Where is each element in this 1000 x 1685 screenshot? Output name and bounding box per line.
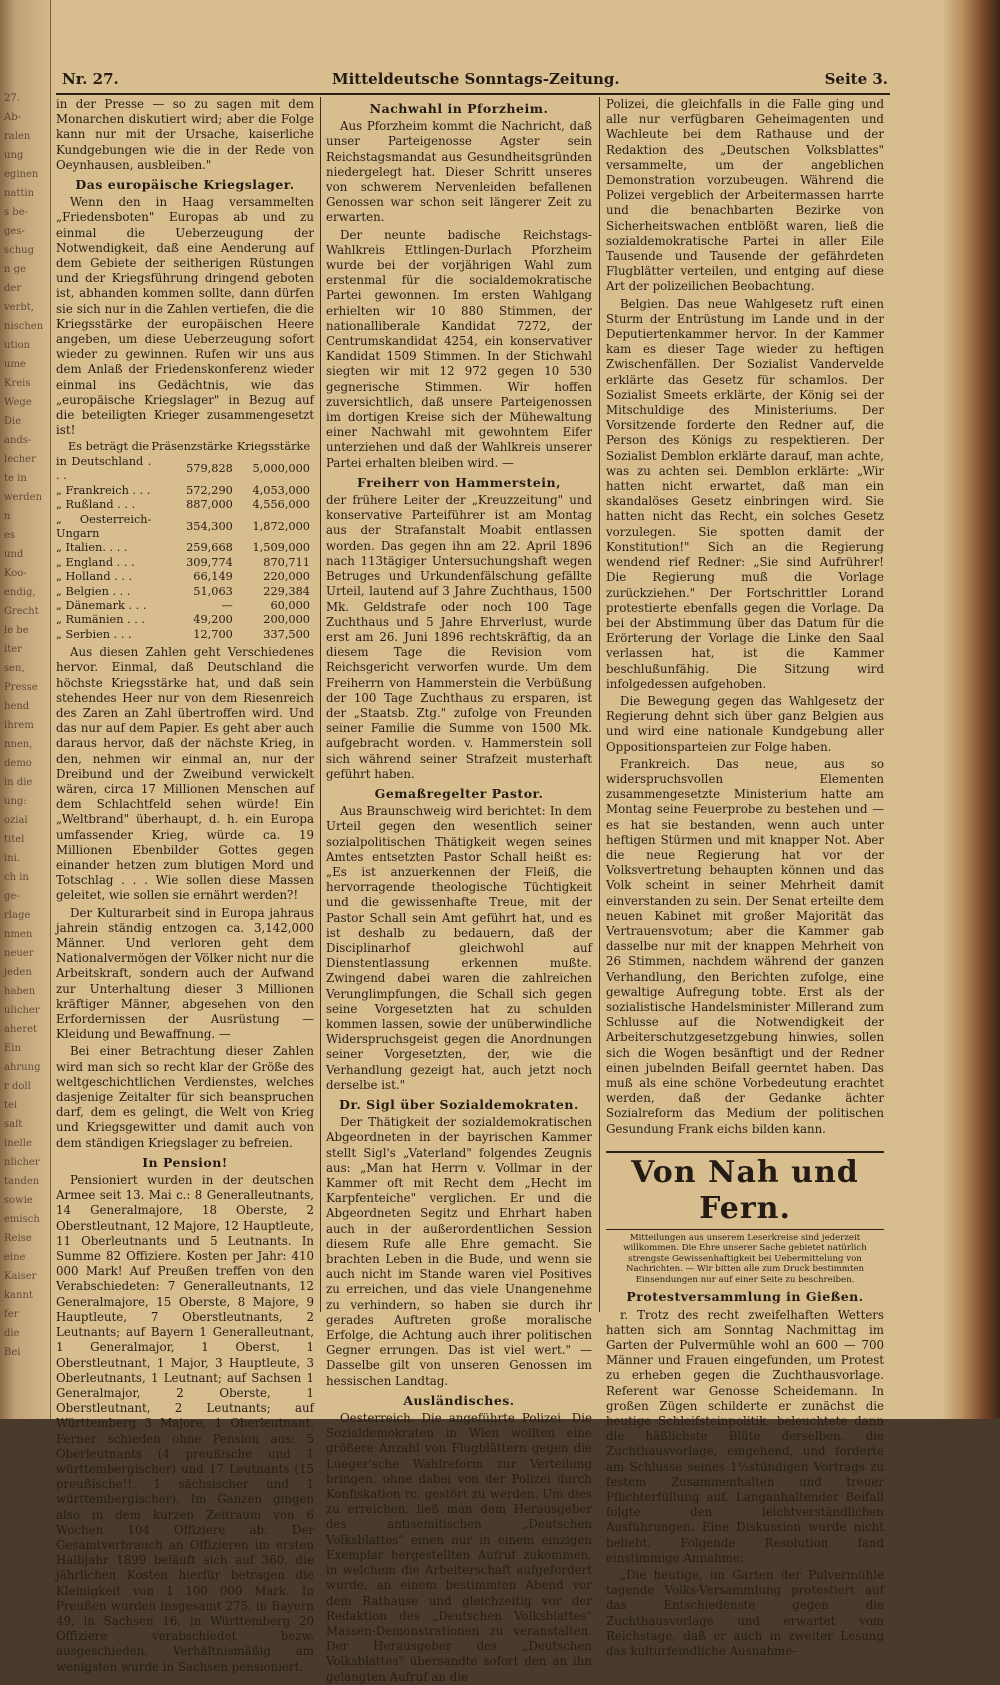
table-cell-praesenz: 309,774	[186, 555, 233, 569]
table-row	[56, 455, 314, 484]
binding-fragment: ihrem	[4, 720, 34, 731]
article-text: Wenn den in Haag versammelten „Friedensboten" Europas ab und zu einmal die Ueberzeugung der Notwendigkeit, daß eine Aenderung auf dem Gebiete der seitherigen Rüstungen und der Kriegsführung dringend geboten ist, abhanden kommen sollte, dann dürfen sie sich nur in die Zahlen vertiefen, die die Kriegsstärke der europäischen Heere angeben, um diese Ueberzeugung sofort wieder zu gewinnen. Rufen wir uns aus dem Anlaß der Friedenskonferenz wieder einmal ins Gedächtnis, wie das „europäische Kriegslager" in Bezug auf die beteiligten Krieger zusammengesetzt ist!	[56, 195, 314, 438]
binding-fragment: inelle	[4, 1138, 32, 1149]
table-cell-praesenz: 49,200	[193, 613, 233, 627]
table-cell-krieg: 200,000	[263, 613, 310, 627]
table-cell-krieg: 4,556,000	[252, 498, 310, 512]
newspaper-title: Mitteldeutsche Sonntags-Zeitung.	[332, 70, 620, 88]
binding-fragment: ands-	[4, 435, 32, 446]
binding-fragment: aheret	[4, 1024, 38, 1035]
table-row	[56, 585, 314, 599]
article-text: Aus Pforzheim kommt die Nachricht, daß unser Parteigenosse Agster sein Reichstagsmandat aus Gesundheitsgründen niedergelegt hat. Dieser Schritt unseres von schwerem Nervenleiden befallenen Genossen war schon seit längerer Zeit zu erwarten.	[326, 119, 592, 225]
binding-fragment: eginen	[4, 169, 39, 180]
headline-giessen: Protestversammlung in Gießen.	[626, 1289, 864, 1305]
table-row	[56, 513, 314, 542]
binding-fragment: le be	[4, 625, 29, 636]
column-1	[56, 97, 314, 1674]
binding-fragment: nischen	[4, 321, 44, 332]
table-row	[56, 599, 314, 613]
article-text: Bei einer Betrachtung dieser Zahlen wird man sich so recht klar der Größe des weltgeschichtlichen Verdienstes, welches dasjenige Zeitalter für sich beanspruchen darf, dem es gelingt, die Welt von Krieg und Kriegsgewitter und damit auch von dem ständigen Kriegslager zu befreien.	[56, 1044, 314, 1150]
headline-pastor: Gemaßregelter Pastor.	[374, 785, 544, 801]
binding-fragment: ozial	[4, 815, 28, 826]
article-text: Aus Braunschweig wird berichtet: In dem Urteil gegen den wesentlich seiner sozialpolitischen Thätigkeit wegen seines Amtes entsetzten Pastor Schall heißt es: „Es ist anzuerkennen der Fleiß, die hervorragende theologische Tüchtigkeit und die gewissenhafte Treue, mit der Pastor Schall sein Amt geführt hat, und es ist deshalb zu bedauern, daß der Disciplinarhof gleichwohl auf Dienstentlassung erkennen mußte. Zwingend dabei waren die zahlreichen Verunglimpfungen, die Schall sich gegen seine Vorgesetzten hat zu schulden kommen lassen, sowie der unüberwindliche Widerspruchsgeist gegen die Anordnungen seiner Vorgesetzten, der, wie die Verhandlung gezeigt hat, auch jetzt noch derselbe ist."	[326, 804, 592, 1092]
table-cell-praesenz: 66,149	[193, 570, 233, 584]
issue-number: Nr. 27.	[62, 70, 119, 88]
binding-fragment: lecher	[4, 454, 36, 465]
article-text: Aus diesen Zahlen geht Verschiedenes hervor. Einmal, daß Deutschland die höchste Kriegsstärke hat, und daß sein stehendes Heer nur von dem Riesenreich des Zaren an Zahl übertroffen wird. Und das nur auf dem Papier. Es geht aber auch daraus hervor, daß der nächste Krieg, in den, nehmen wir einmal an, nur der Dreibund und der Zweibund verwickelt wären, circa 17 Millionen Menschen auf dem Schlachtfeld sehen würde! Ein „Weltbrand" überhaupt, d. h. ein Europa umfassender Krieg, würde ca. 19 Millionen Ebenbilder Gottes gegen einander hetzen zum blutigen Mord und Totschlag . . . Wie sollen diese Massen geleitet, wie sollen sie ernährt werden?!	[56, 645, 314, 903]
binding-fragment: Kreis	[4, 378, 31, 389]
page-number: Seite 3.	[824, 70, 888, 88]
binding-fragment: nlicher	[4, 1157, 40, 1168]
headline-ausland: Ausländisches.	[403, 1392, 515, 1408]
table-cell-land: „ Belgien . . .	[56, 584, 131, 598]
table-header: Kriegsstärke	[236, 440, 310, 454]
binding-fragment: tei	[4, 1100, 18, 1111]
binding-fragment: n ge	[4, 264, 26, 275]
binding-fragment: titel	[4, 834, 25, 845]
binding-fragment: ung	[4, 150, 24, 161]
column-3	[606, 97, 884, 1658]
binding-fragment: Die	[4, 416, 22, 427]
binding-fragment: endig,	[4, 587, 36, 598]
headline-nachwahl: Nachwahl in Pforzheim.	[369, 101, 549, 116]
binding-fragment: ution	[4, 340, 31, 351]
table-cell-krieg: 60,000	[270, 598, 310, 612]
article-text: Die Bewegung gegen das Wahlgesetz der Regierung dehnt sich über ganz Belgien aus und wird eine nationale Kundgebung aller Oppositionsparteien zur Folge haben.	[606, 693, 884, 754]
table-row	[56, 628, 314, 642]
article-text: Der neunte badische Reichstags-Wahlkreis Ettlingen-Durlach Pforzheim wurde bei der vorjährigen Wahl zum erstenmal für die socialdemokratische Partei gewonnen. Im ersten Wahlgang erhielten wir 10 880 Stimmen, der nationalliberale Kandidat 7272, der Centrumskandidat 4254, ein konservativer Kandidat 1509 Stimmen. In der Stichwahl siegten wir mit 12 972 gegen 10 530 gegnerische Stimmen. Wir hoffen zuversichtlich, daß unsere Parteigenossen im dortigen Kreise sich der Mühewaltung einer Nachwahl mit gewohntem Eifer unterziehen und daß der Wahlkreis unserer Partei erhalten bleiben wird. —	[326, 227, 592, 470]
table-cell-krieg: 1,872,000	[252, 519, 310, 533]
left-binding-edge	[0, 0, 51, 1419]
table-cell-land: „ Serbien . . .	[56, 627, 132, 641]
article-text: in der Presse — so zu sagen mit dem Monarchen diskutiert wird; aber die Folge kann nur mit der Ursache, kaiserliche Kundgebungen wie die in der Rede von Oeynhausen, ausbleiben."	[56, 97, 314, 172]
table-cell-krieg: 4,053,000	[252, 483, 310, 497]
article-text: der frühere Leiter der „Kreuzzeitung" und konservative Parteiführer ist am Montag aus der Strafanstalt Moabit entlassen worden. Das gegen ihn am 22. April 1896 nach 113tägiger Untersuchungshaft wegen Betruges und Urkundenfälschung gefällte Urteil, lautend auf 3 Jahre Zuchthaus, 1500 Mk. Geldstrafe oder noch 100 Tage Zuchthaus und 5 Jahre Ehrverlust, wurde erst am 26. Juni 1896 rechtskräftig, da an diesem Tage die Revision vom Reichsgericht verworfen wurde. Um dem Freiherrn von Hammerstein die Verbüßung der 100 Tage Zuchthaus zu ersparen, ist der „Staatsb. Ztg." zufolge von Freunden seiner Familie die Summe von 1500 Mk. aufgebracht worden. v. Hammerstein soll sich während seiner Strafzeit musterhaft geführt haben.	[326, 493, 592, 781]
binding-fragment: werden	[4, 492, 43, 503]
table-cell-praesenz: 572,290	[186, 483, 233, 497]
table-cell-land: „ Rumänien . . .	[56, 613, 146, 627]
binding-fragment: rlage	[4, 910, 31, 921]
binding-fragment: nmen	[4, 929, 33, 940]
table-cell-land: „ Italien. . . .	[56, 541, 128, 555]
binding-fragment: Ab-	[4, 112, 22, 123]
binding-fragment: ch in	[4, 872, 29, 883]
binding-fragment: 27.	[4, 93, 20, 104]
article-text: Pensioniert wurden in der deutschen Armee seit 13. Mai c.: 8 Generalleutnants, 14 Generalmajore, 18 Oberste, 2 Oberstleutnant, 12 Majore, 12 Hauptleute, 11 Oberleutnants und 5 Leutnants. In Summe 82 Offiziere. Kosten per Jahr: 410 000 Mark! Auf Preußen treffen von den Verabschiedeten: 7 Generalleutnants, 12 Generalmajore, 15 Oberste, 8 Majore, 9 Hauptleute, 7 Oberstleutnants, 2 Leutnants; auf Bayern 1 Generalleutnant, 1 Generalmajor, 1 Oberst, 1 Oberstleutnant, 1 Major, 3 Hauptleute, 3 Oberleutnants, 1 Leutnant; auf Sachsen 1 Generalmajor, 2 Oberste, 1 Oberstleutnant, 2 Leutnants; auf Württemberg 3 Majore, 1 Oberleutnant. Ferner schieden ohne Pension aus: 5 Oberleutnants (4 preußische und 1 württembergischer) und 17 Leutnants (15 preußische!!, 1 sächsischer und 1 württembergischer). Im Ganzen gingen also in dem kurzen Zeitraum von 6 Wochen 104 Offiziere ab. Der Gesamtverbrauch an Offizieren im ersten Halbjahr 1899 beläuft sich auf 360, die jährlichen Kosten hierfür betragen die Kleinigkeit von 1 100 000 Mark. In Preußen wurden insgesamt 275, in Bayern 49, in Sachsen 16, in Württemberg 20 Offiziere verabschiedet bezw. ausgeschieden. Verhältnismäßig am wenigsten wurde in Sachsen pensioniert.	[56, 1173, 314, 1674]
binding-fragment: salt	[4, 1119, 23, 1130]
binding-fragment: nattin	[4, 188, 35, 199]
headline-sigl: Dr. Sigl über Sozialdemokraten.	[339, 1097, 579, 1112]
table-header-row	[56, 440, 314, 454]
table-cell-krieg: 229,384	[263, 584, 310, 598]
headline-kriegslager: Das europäische Kriegslager.	[75, 177, 295, 193]
table-cell-krieg: 220,000	[263, 570, 310, 584]
binding-fragment: verbt,	[4, 302, 34, 313]
table-cell-land: „ Oesterreich-Ungarn	[56, 512, 152, 540]
table-cell-krieg: 870,711	[263, 555, 310, 569]
article-text: Der Thätigkeit der sozialdemokratischen Abgeordneten in der bayrischen Kammer stellt Sigl's „Vaterland" folgendes Zeugnis aus: „Man hat Herrn v. Vollmar in der Kammer oft mit Recht dem „Hecht im Karpfenteiche" verglichen. Er und die Abgeordneten Segitz und Ehrhart haben auch in der außerordentlichen Session diesem Rufe alle Ehre gemacht. Sie brachten Leben in die Bude, und wenn sie auch nicht im Stande waren viel Positives zu erreichen, und das viele Unangenehme zu verhindern, so haben sie durch ihr gerades Auftreten große moralische Erfolge, die Achtung auch ihrer politischen Gegner errungen. Das ist viel wert." — Dasselbe gilt von unseren Genossen im hessischen Landtag.	[326, 1115, 592, 1388]
table-cell-krieg: 1,509,000	[252, 541, 310, 555]
headline-hammerstein: Freiherr von Hammerstein,	[357, 474, 561, 490]
binding-fragment: ralen	[4, 131, 31, 142]
table-header: Es beträgt die	[68, 440, 150, 454]
binding-fragment: Ein	[4, 1043, 21, 1054]
table-row	[56, 570, 314, 584]
column-2	[326, 97, 592, 1684]
table-cell-land: „ England . . .	[56, 555, 135, 569]
binding-fragment: neuer	[4, 948, 34, 959]
binding-fragment: Koo-	[4, 568, 27, 579]
binding-fragment: Wege	[4, 397, 32, 408]
table-row	[56, 498, 314, 512]
binding-fragment: ume	[4, 359, 26, 370]
binding-fragment: Reise	[4, 1233, 32, 1244]
table-cell-land: „ Frankreich . . .	[56, 483, 151, 497]
headline-pension: In Pension!	[142, 1154, 228, 1170]
section-note: Mitteilungen aus unserem Leserkreise sind jederzeit willkommen. Die Ehre unserer Sache gebietet natürlich strengste Gewissenhaftigkeit bei Uebermittelung von Nachrichten. — Wir bitten alle zum Druck bestimmten Einsendungen nur auf einer Seite zu beschreiben.	[623, 1232, 867, 1285]
binding-fragment: haben	[4, 986, 36, 997]
binding-fragment: kannt	[4, 1290, 33, 1301]
column-divider	[599, 97, 600, 1312]
article-text: Oesterreich. Die angeführte Polizei. Die Sozialdemokraten in Wien wollten eine größere Anzahl von Flugblättern gegen die Lueger'sche Wahlreform zur Verteilung bringen, ohne dabei von der Polizei durch Konfiskation rc. gestört zu werden. Um dies zu erreichen, ließ man dem Herausgeber des antisemitischen „Deutschen Volksblattes" einen nur in einem einzigen Exemplar hergestellten Aufruf zukommen, in welchem die Arbeiterschaft aufgefordert wurde, an einem bestimmten Abend vor dem Rathause und gleichzeitig vor der Redaktion des „Deutschen Volksblattes" Massen-Demonstrationen zu veranstalten. Der Herausgeber des „Deutschen Volksblattes" übersandte sofort den an ihn gelangten Aufruf an die	[326, 1411, 592, 1684]
binding-fragment: te in	[4, 473, 27, 484]
binding-fragment: eine	[4, 1252, 26, 1263]
table-cell-praesenz: 354,300	[186, 519, 233, 533]
table-row	[56, 484, 314, 498]
table-cell-land: „ Dänemark . . .	[56, 598, 147, 612]
binding-fragment: tanden	[4, 1176, 40, 1187]
binding-fragment: iter	[4, 644, 22, 655]
binding-fragment: r doll	[4, 1081, 31, 1092]
binding-fragment: ulicher	[4, 1005, 40, 1016]
binding-fragment: Presse	[4, 682, 38, 693]
article-text: Frankreich. Das neue, aus so widerspruchsvollen Elementen zusammengesetzte Ministerium hatte am Montag seine Feuerprobe zu bestehen und — es hat sie bestanden, wenn auch unter heftigen Stürmen und mit knapper Not. Aber die neue Regierung hat vor der Volksvertretung behaupten können und das Volk scheint in seiner Mehrheit damit einverstanden zu sein. Der Senat erteilte dem neuen Kabinet mit großer Majorität das Vertrauensvotum; aber die Kammer gab dasselbe nur mit der knappen Mehrheit von 26 Stimmen, nachdem während der ganzen Verhandlung, den Berichten zufolge, eine gewaltige Aufregung tobte. Erst als der sozialistische Handelsminister Millerand zum Schlusse auf die Notwendigkeit der Arbeiterschutzgesetzgebung hinwies, sollen sich die Wogen besänftigt und der Redner einen jubelnden Beifall geerntet haben. Das muß als eine schöne Vorbedeutung erachtet werden, daß der Gedanke ächter Sozialreform das Medium der politischen Gesundung Frank eichs bilden kann.	[606, 756, 884, 1136]
binding-fragment: emisch	[4, 1214, 40, 1225]
binding-fragment: Bei	[4, 1347, 21, 1358]
binding-fragment: fer	[4, 1309, 19, 1320]
table-cell-praesenz: 51,063	[193, 584, 233, 598]
article-text: „Die heutige, im Garten der Pulvermühle tagende Volks-Versammlung protestiert auf das Entschiedenste gegen die Zuchthausvorlage und erwartet vom Reichstage, daß er auch in zweiter Lesung das kulturfeindliche Ausnahme-	[606, 1567, 884, 1658]
table-cell-land: „ Rußland . . .	[56, 498, 136, 512]
binding-fragment: sowie	[4, 1195, 33, 1206]
table-cell-praesenz: —	[221, 598, 233, 612]
table-cell-praesenz: 12,700	[193, 627, 233, 641]
article-text: Der Kulturarbeit sind in Europa jahraus jahrein ständig entzogen ca. 3,142,000 Männer. Und verloren geht dem Nationalvermögen der Völker nicht nur die Arbeitskraft, sondern auch der Aufwand zur Unterhaltung dieser 3 Millionen kräftiger Männer, abgesehen von den Erfordernissen der Ausrüstung — Kleidung und Bewaffnung. —	[56, 905, 314, 1042]
binding-fragment: n	[4, 511, 11, 522]
binding-fragment: schug	[4, 245, 35, 256]
binding-fragment: ges-	[4, 226, 25, 237]
table-cell-krieg: 5,000,000	[252, 462, 310, 476]
article-text: Belgien. Das neue Wahlgesetz ruft einen Sturm der Entrüstung im Lande und in der Deputiertenkammer hervor. In der Kammer kam es dieser Tage wieder zu heftigen Zwischenfällen. Der Sozialist Vandervelde erklärte das Gesetz für schamlos. Der Sozialist Smeets erklärte, der König sei der Mitschuldige des Ministeriums. Der Vorsitzende forderte den Redner auf, die Person des Königs zu respektieren. Der Sozialist Demblon erklärte darauf, man achte, was zu achten sei. Demblon erklärte: „Wir hatten nicht erwartet, daß man ein skandalöses Gesetz einbringen wird. Sie hatten nicht das Recht, ein solches Gesetz vorzulegen. Sie spotten damit der Konstitution!" Sich an die Regierung wendend rief Redner: „Sie sind Aufrührer! Die Regierung muß die Vorlage zurückziehen." Der Fortschrittler Lorand protestierte ebenfalls gegen die Vorlage. Da bei der Abstimmung über das Datum für die Erörterung der Vorlage die Linke den Saal verlassen hat, ist die Kammer beschlußunfähig. Die Sitzung wird infolgedessen aufgehoben.	[606, 296, 884, 691]
binding-fragment: demo	[4, 758, 32, 769]
binding-fragment: der	[4, 283, 22, 294]
right-page-edge	[942, 0, 1000, 1419]
binding-fragment: nnen,	[4, 739, 33, 750]
article-text: r. Trotz des recht zweifelhaften Wetters hatten sich am Sonntag Nachmittag im Garten der Pulvermühle wohl an 600 — 700 Männer und Frauen eingefunden, um Protest zu erheben gegen die Zuchthausvorlage. Referent war Genosse Scheidemann. In großen Zügen schilderte er zunächst die heutige Schleifsteinpolitik, beleuchtete dann die häßlichste Blüte derselben, die Zuchthausvorlage, eingehend, und forderte am Schlusse seines 1½stündigen Vortrags zu festem Zusammenhalten und treuer Pflichterfüllung auf. Langanhaltender Beifall folgte den leichtverständlichen Ausführungen. Eine Diskussion wurde nicht beliebt. Folgende Resolution fand einstimmige Annahme:	[606, 1307, 884, 1565]
binding-fragment: ahrung	[4, 1062, 41, 1073]
column-divider	[320, 97, 321, 1312]
table-cell-land: in Deutschland . . .	[56, 454, 152, 483]
binding-fragment: und	[4, 549, 24, 560]
table-row	[56, 613, 314, 627]
table-cell-land: „ Holland . . .	[56, 570, 133, 584]
binding-fragment: in die	[4, 777, 33, 788]
table-cell-praesenz: 887,000	[186, 498, 233, 512]
binding-fragment: s be-	[4, 207, 29, 218]
table-header: Präsenzstärke	[151, 440, 233, 454]
binding-fragment: ung:	[4, 796, 27, 807]
binding-fragment: die	[4, 1328, 20, 1339]
binding-fragment: ini.	[4, 853, 21, 864]
binding-fragment: Grecht	[4, 606, 39, 617]
binding-fragment: es	[4, 530, 16, 541]
table-cell-krieg: 337,500	[263, 627, 310, 641]
binding-fragment: jeden	[4, 967, 32, 978]
army-strength-table	[56, 440, 314, 642]
binding-fragment: Kaiser	[4, 1271, 37, 1282]
binding-fragment: ge-	[4, 891, 20, 902]
table-cell-praesenz: 259,668	[186, 541, 233, 555]
table-row	[56, 541, 314, 555]
article-text: Polizei, die gleichfalls in die Falle ging und alle nur verfügbaren Geheimagenten und Wachleute bei dem Rathause und der Redaktion des „Deutschen Volksblattes" versammelte, um der angeblichen Demonstration vorzubeugen. Während die Polizei vergeblich der Arbeitermassen harrte und die benachbarten Bezirke von Sicherheitswachen entblößt waren, ließ die sozialdemokratische Partei in aller Eile Tausende und Tausende der gefährdeten Flugblätter verteilen, und entging auf diese Art der polizeilichen Beobachtung.	[606, 97, 884, 294]
table-row	[56, 556, 314, 570]
header-rule	[56, 93, 890, 95]
binding-fragment: sen,	[4, 663, 25, 674]
table-cell-praesenz: 579,828	[186, 462, 233, 476]
binding-fragment: hend	[4, 701, 30, 712]
page-header	[62, 70, 888, 92]
section-title: Von Nah und Fern.	[606, 1151, 884, 1230]
